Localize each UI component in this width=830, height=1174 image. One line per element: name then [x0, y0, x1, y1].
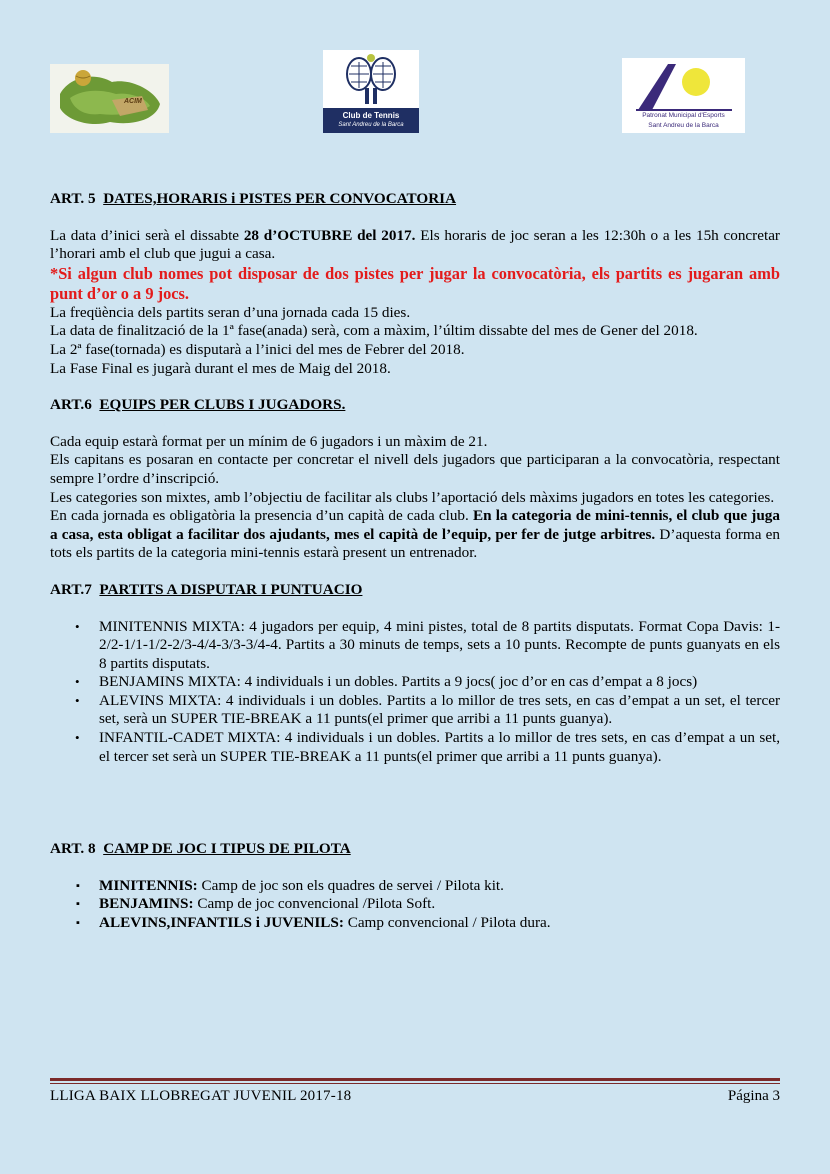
art5-end-first-phase: La data de finalització de la 1ª fase(anada) serà, com a màxim, l’últim dissabte del mes de Gener del 2018.	[50, 322, 698, 340]
list-item-label: MINITENNIS:	[99, 876, 198, 894]
racket-logo-icon	[323, 50, 419, 133]
square-bullet-icon: ▪	[76, 917, 80, 930]
tennis-ball-map-logo-icon	[50, 64, 169, 133]
art5-title: DATES,HORARIS i PISTES PER CONVOCATORIA	[103, 190, 457, 207]
acim-logo	[50, 64, 169, 133]
art6-trainer-text: D’aquesta forma en tots els partits de la categoria mini-tennis estarà present un entrenador.	[50, 525, 780, 562]
list-item-text: BENJAMINS MIXTA: 4 individuals i un dobles. Partits a 9 jocs( joc d’or en cas d’empat a 8 jocs)	[99, 673, 698, 691]
acim-logo-text: ACIM	[124, 98, 142, 105]
club-tennis-subtitle: Sant Andreu de la Barca	[338, 122, 404, 128]
footer-title: LLIGA BAIX LLOBREGAT JUVENIL 2017-18	[50, 1088, 352, 1104]
art5-frequency: La freqüència dels partits seran d’una jornada cada 15 dies.	[50, 303, 411, 321]
patronat-esports-logo	[622, 58, 745, 133]
art6-captains: Els capitans es posaran en contacte per concretar el nivell dels jugadors que participaran a la convocatòria, respectant sempre l’ordre d’inscripció.	[50, 451, 780, 487]
club-tennis-title: Club de Tennis	[342, 111, 400, 120]
art8-title: CAMP DE JOC I TIPUS DE PILOTA	[103, 840, 351, 858]
patronat-title: Patronat Municipal d'Esports	[642, 112, 725, 119]
list-item-text: Camp de joc convencional /Pilota Soft.	[193, 895, 436, 913]
document-body	[50, 190, 780, 933]
art5-start-date	[50, 227, 780, 264]
list-item	[50, 692, 780, 729]
bullet-icon: •	[75, 674, 80, 690]
square-bullet-icon: ▪	[76, 898, 80, 911]
art5-number: ART. 5	[50, 190, 96, 207]
list-item-text: MINITENNIS MIXTA: 4 jugadors per equip, 4 mini pistes, total de 8 partits disputats. Format Copa Davis: 1-2/2-1/1-1/2-2/3-4/4-3/3-3/4-4. Partits a 30 minuts de temps, sets a 10 punts. Recompte de punts guanyats en els 8 partits disputats.	[99, 617, 780, 672]
list-item	[50, 877, 780, 896]
art6-team-size: Cada equip estarà format per un mínim de 6 jugadors i un màxim de 21.	[50, 432, 488, 450]
art6-captain-presence	[50, 507, 780, 563]
art7-heading	[50, 581, 780, 600]
art6-title: EQUIPS PER CLUBS I JUGADORS.	[99, 396, 346, 414]
bullet-icon: •	[75, 618, 80, 634]
art6-number: ART.6	[50, 396, 92, 414]
footer-divider-thin	[50, 1083, 780, 1084]
list-item-label: ALEVINS,INFANTILS i JUVENILS:	[99, 914, 344, 932]
art5-red-note: *Si algun club nomes pot disposar de dos pistes per jugar la convocatòria, els partits es jugaran amb punt d’or o a 9 jocs.	[50, 263, 780, 303]
art6-categories: Les categories son mixtes, amb l’objectiu de facilitar als clubs l’aportació dels màxims jugadors en totes les categories.	[50, 488, 775, 506]
art8-list	[50, 877, 780, 933]
list-item-text: Camp de joc son els quadres de servei / Pilota kit.	[197, 876, 504, 894]
list-item-text: ALEVINS MIXTA: 4 individuals i un dobles. Partits a lo millor de tres sets, en cas d’empat a un set, el tercer set, serà un SUPER TIE-BREAK a 11 punts(el primer que arribi a 11 punts guanya).	[99, 691, 780, 728]
footer-divider	[50, 1078, 780, 1081]
bullet-icon: •	[75, 692, 80, 708]
list-item	[50, 895, 780, 914]
list-item	[50, 618, 780, 674]
art5-final-phase: La Fase Final es jugarà durant el mes de Maig del 2018.	[50, 359, 391, 377]
art8-number: ART. 8	[50, 840, 96, 858]
list-item-label: BENJAMINS:	[99, 895, 194, 913]
list-item-text: Camp convencional / Pilota dura.	[343, 914, 551, 932]
art7-title: PARTITS A DISPUTAR I PUNTUACIO	[99, 580, 363, 598]
art6-heading	[50, 396, 780, 415]
square-bullet-icon: ▪	[76, 879, 80, 892]
bullet-icon: •	[75, 730, 80, 746]
list-item	[50, 914, 780, 933]
art7-list	[50, 618, 780, 767]
art6-captain-text: En cada jornada es obligatòria la presencia d’un capità de cada club.	[50, 507, 473, 525]
art7-number: ART.7	[50, 580, 92, 598]
art5-second-phase: La 2ª fase(tornada) es disputarà a l’inici del mes de Febrer del 2018.	[50, 340, 465, 358]
art5-heading	[50, 190, 780, 209]
list-item-text: INFANTIL-CADET MIXTA: 4 individuals i un dobles. Partits a lo millor de tres sets, en cas d’empat a un set, el tercer set serà un SUPER TIE-BREAK a 11 punts(el primer que arribi a 11 punts guanya).	[99, 729, 780, 765]
art8-heading	[50, 840, 780, 859]
list-item	[50, 729, 780, 766]
art6-minitennis-bold: En la categoria de mini-tennis, el club que juga a casa, esta obligat a facilitar dos ajudants, mes el capità de l’equip, per fer de jutge arbitres.	[50, 507, 780, 543]
patronat-subtitle: Sant Andreu de la Barca	[648, 122, 719, 129]
club-tennis-logo	[323, 50, 419, 133]
art5-start-text: La data d’inici serà el dissabte	[50, 226, 244, 244]
list-item	[50, 673, 780, 692]
art5-start-date-bold: 28 d’OCTUBRE del 2017.	[243, 226, 416, 244]
art5-schedule-text: Els horaris de joc seran a les 12:30h o a les 15h concretar l’horari amb el club que jugui a casa.	[50, 226, 780, 263]
page-number: Página 3	[727, 1088, 780, 1104]
